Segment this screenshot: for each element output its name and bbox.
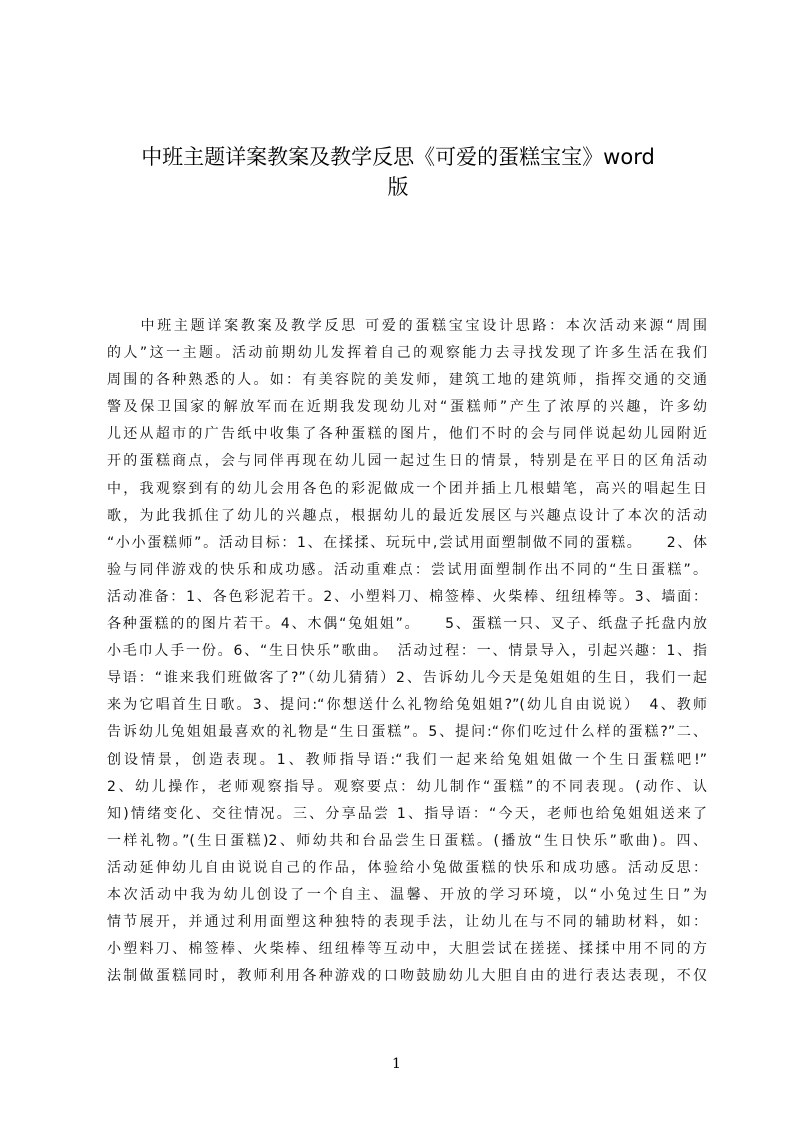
body-line: 知)情绪变化、交往情况。三、分享品尝 1、指导语：“今天，老师也给兔姐姐送来了 [107, 805, 707, 822]
body-line: 告诉幼儿兔姐姐最喜欢的礼物是“生日蛋糕”。5、提问:“你们吃过什么样的蛋糕?”二、 [107, 724, 707, 741]
body-line: 歌，为此我抓住了幼儿的兴趣点，根据幼儿的最近发展区与兴趣点设计了本次的活动 [107, 507, 707, 524]
page-number: 1 [392, 1056, 401, 1072]
body-line: 各种蛋糕的的图片若干。4、木偶“兔姐姐”。 5、蛋糕一只、叉子、纸盘子托盘内放 [107, 616, 707, 633]
body-line: 情节展开，并通过利用面塑这种独特的表现手法，让幼儿在与不同的辅助材料，如： [107, 914, 707, 931]
title-line: 版 [387, 175, 409, 199]
body-line: 活动延伸幼儿自由说说自己的作品，体验给小兔做蛋糕的快乐和成功感。活动反思： [107, 859, 707, 876]
body-line: 来为它唱首生日歌。3、提问:“你想送什么礼物给兔姐姐?”(幼儿自由说说） 4、教师 [107, 697, 707, 714]
body-line: 验与同伴游戏的快乐和成功感。活动重难点：尝试用面塑制作出不同的“生日蛋糕”。 [107, 561, 707, 578]
body-line: 警及保卫国家的解放军而在近期我发现幼儿对“蛋糕师”产生了浓厚的兴趣，许多幼 [107, 399, 707, 416]
body-line: 活动准备：1、各色彩泥若干。2、小塑料刀、棉签棒、火柴棒、纽纽棒等。3、墙面： [107, 588, 707, 605]
body-line: 本次活动中我为幼儿创设了一个自主、温馨、开放的学习环境，以“小兔过生日”为 [107, 886, 707, 903]
body-line: 小毛巾人手一份。6、“生日快乐”歌曲。 活动过程：一、情景导入，引起兴趣：1、指 [107, 643, 707, 660]
document-body [107, 313, 707, 990]
title-line: 中班主题详案教案及教学反思《可爱的蛋糕宝宝》word [141, 145, 655, 169]
body-line: 小塑料刀、棉签棒、火柴棒、纽纽棒等互动中，大胆尝试在搓搓、揉揉中用不同的方 [107, 941, 707, 958]
body-line: 2、幼儿操作，老师观察指导。观察要点：幼儿制作“蛋糕”的不同表现。(动作、认 [107, 778, 707, 795]
body-line: 儿还从超市的广告纸中收集了各种蛋糕的图片，他们不时的会与同伴说起幼儿园附近 [107, 426, 707, 443]
body-line: 中，我观察到有的幼儿会用各色的彩泥做成一个团并插上几根蜡笔，高兴的唱起生日 [107, 480, 707, 497]
body-line: “小小蛋糕师”。活动目标：1、在揉揉、玩玩中,尝试用面塑制做不同的蛋糕。 2、体 [107, 534, 707, 551]
body-line: 导语：“谁来我们班做客了?”（幼儿猜猜）2、告诉幼儿今天是兔姐姐的生日，我们一起 [107, 670, 707, 687]
body-line: 的人”这一主题。活动前期幼儿发挥着自己的观察能力去寻找发现了许多生活在我们 [107, 345, 707, 362]
body-line: 法制做蛋糕同时，教师利用各种游戏的口吻鼓励幼儿大胆自由的进行表达表现，不仅 [107, 968, 707, 985]
body-line: 创设情景，创造表现。1、教师指导语:“我们一起来给兔姐姐做一个生日蛋糕吧!” [107, 751, 707, 768]
body-line: 中班主题详案教案及教学反思 可爱的蛋糕宝宝设计思路：本次活动来源“周围 [107, 318, 707, 334]
body-line: 开的蛋糕商点，会与同伴再现在幼儿园一起过生日的情景，特别是在平日的区角活动 [107, 453, 707, 470]
body-line: 一样礼物。”(生日蛋糕)2、师幼共和台品尝生日蛋糕。(播放“生日快乐”歌曲)。四、 [107, 832, 707, 849]
document-title [96, 142, 700, 202]
body-line: 周围的各种熟悉的人。如：有美容院的美发师，建筑工地的建筑师，指挥交通的交通 [107, 372, 707, 389]
